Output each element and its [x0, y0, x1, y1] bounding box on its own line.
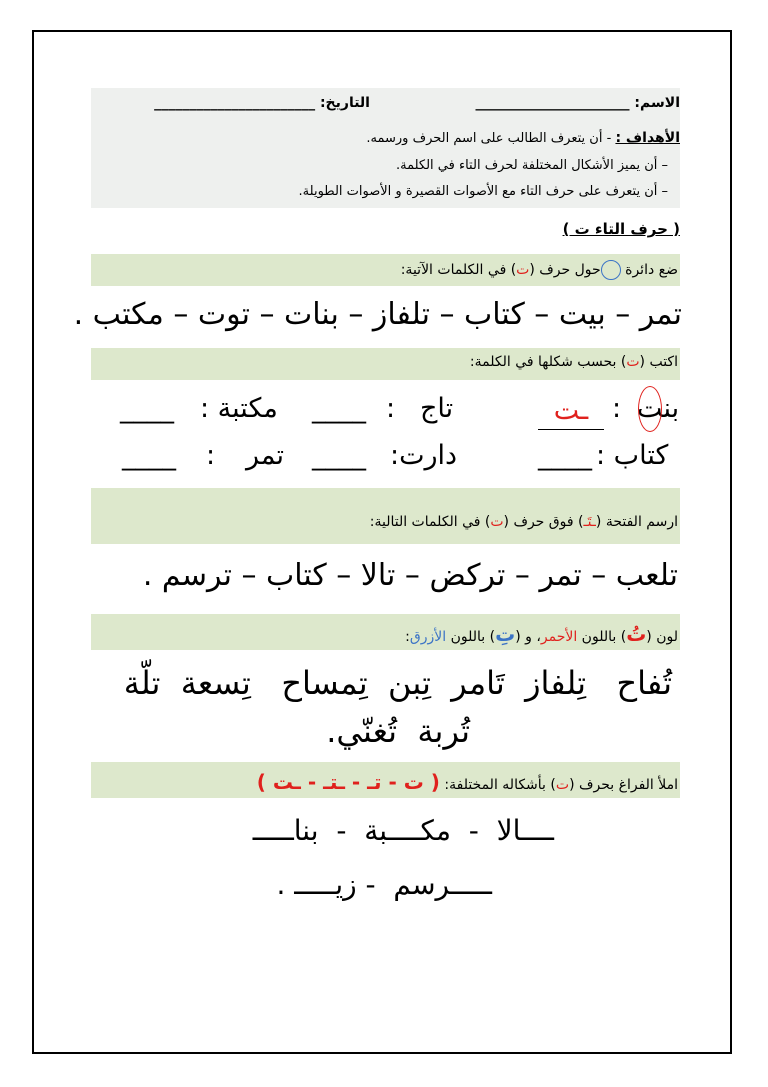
ex4-pre: لون ( — [646, 629, 678, 645]
goals-title: الأهداف : — [615, 130, 680, 146]
date-field — [154, 95, 370, 111]
ex2-blank-2[interactable]: ____ — [312, 393, 366, 424]
ex1-letter: ت — [516, 262, 530, 278]
ex2-answer-1-text: ـت — [553, 395, 589, 426]
goal-item-2: – أن يميز الأشكال المختلفة لحرف التاء في الكلمة. — [396, 158, 668, 173]
ex2-colon-3: : — [206, 440, 216, 471]
ex2-word-tamr: تمر — [246, 440, 285, 471]
ex5-pre: املأ الفراغ بحرف ( — [569, 777, 678, 793]
ex2-post: ) بحسب شكلها في الكلمة: — [469, 354, 627, 370]
ex1-mid: حول حرف ( — [529, 262, 601, 278]
ex2-blank-3[interactable]: ____ — [120, 393, 174, 424]
date-blank[interactable]: _______________________ — [154, 95, 316, 111]
ex2-colon-1: : — [612, 393, 622, 424]
date-label: التاريخ: — [319, 95, 370, 111]
ex4-post: : — [405, 629, 410, 645]
ex4-letter-damma: تُ — [626, 622, 647, 646]
fatha-symbol: ـتَـ — [583, 514, 596, 530]
ex5-letter-forms: ( ت - تـ - ـتـ - ـت ) — [256, 770, 440, 794]
ex4-mid2: ، و ( — [515, 629, 541, 645]
ex2-blank-6[interactable]: ____ — [122, 440, 176, 471]
ex3-instruction — [370, 514, 678, 530]
ex1-words[interactable]: تمر – بيت – كتاب – تلفاز – بنات – توت – مكتب . — [73, 297, 682, 332]
name-label: الاسم: — [634, 95, 680, 111]
goal-item-1: - أن يتعرف الطالب على اسم الحرف ورسمه. — [366, 131, 612, 146]
name-blank[interactable]: ______________________ — [475, 95, 630, 111]
ex2-word-bint-text: بنت — [637, 393, 680, 424]
ex5-mid: ) بأشكاله المختلفة: — [444, 777, 556, 793]
ex3-words[interactable]: تلعب – تمر – تركض – تالا – كتاب – ترسم . — [142, 558, 678, 593]
red-circle-mark — [638, 386, 662, 432]
goals-line-1 — [366, 130, 680, 146]
ex3-mid: ) فوق حرف ( — [503, 514, 584, 530]
ex4-instruction — [405, 622, 678, 646]
lesson-title: ( حرف التاء ت ) — [562, 220, 680, 238]
name-field — [476, 95, 680, 111]
ex2-blank-5[interactable]: ____ — [312, 440, 366, 471]
ex2-word-darat: دارت: — [390, 440, 458, 471]
ex4-mid3: ) باللون — [446, 629, 496, 645]
ex2-word-taj: تاج — [420, 393, 454, 424]
ex4-mid1: ) باللون — [577, 629, 627, 645]
goal-item-3: – أن يتعرف على حرف التاء مع الأصوات القصيرة و الأصوات الطويلة. — [298, 184, 668, 199]
ex5-instruction — [257, 770, 678, 794]
ex5-line-1[interactable]: ــــالا - مكــــبة - بناـــــ — [252, 814, 554, 847]
ex2-answer-1[interactable] — [538, 393, 604, 430]
ex3-letter: ت — [490, 514, 504, 530]
ex4-letter-kasra: تِ — [495, 622, 516, 646]
ex3-post: ) في الكلمات التالية: — [369, 514, 491, 530]
ex5-line-2[interactable]: ـــــرسم - زيـــــ . — [276, 868, 492, 901]
ex4-color-blue: الأزرق — [409, 629, 447, 645]
ex5-letter: ت — [555, 777, 570, 793]
ex2-instruction — [470, 354, 678, 370]
ex1-post: ) في الكلمات الآتية: — [400, 262, 517, 278]
ex1-pre: ضع دائرة — [625, 262, 678, 278]
ex4-words-line-2[interactable]: تُربة تُغنّي. — [326, 712, 470, 750]
ex2-pre: اكتب ( — [639, 354, 678, 370]
ex2-colon-2: : — [386, 393, 396, 424]
ex4-color-red: الأحمر — [540, 629, 578, 645]
ex1-instruction — [401, 260, 678, 280]
ex4-words-line-1[interactable]: تُفاح تِلفاز تَامر تِبن تِمساح تِسعة تلّة — [123, 664, 672, 702]
ex2-blank-4[interactable]: ____ — [538, 440, 592, 471]
ex3-pre: ارسم الفتحة ( — [595, 514, 678, 530]
ex2-letter: ت — [626, 354, 640, 370]
ex2-word-maktaba: مكتبة : — [200, 393, 278, 424]
ex2-word-kitab: كتاب : — [596, 440, 669, 471]
circle-icon — [601, 260, 621, 280]
